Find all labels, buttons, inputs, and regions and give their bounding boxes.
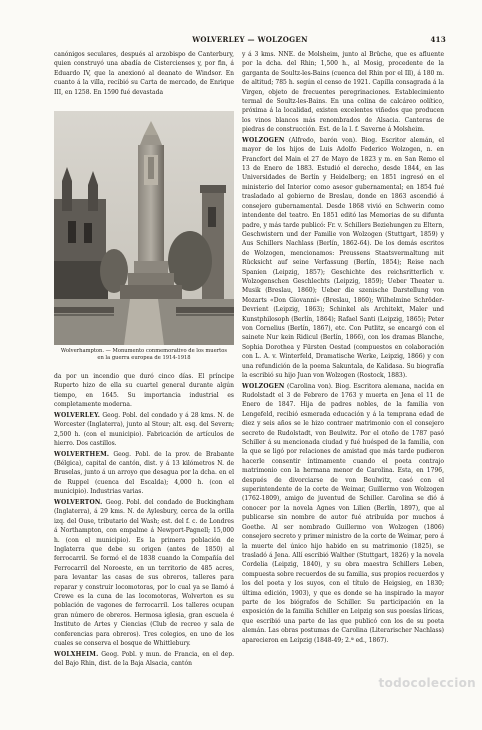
war-memorial-photo [54,111,234,345]
figure-war-memorial [54,111,234,369]
continued-text-after-figure: da por un incendio que duró cinco días. El príncipe Ruperto hizo de ella su cuartel general durante algún tiempo, en 1645. Su importancia industrial es completamente moderna. [54,373,234,409]
entry-body: (Carolina von). Biog. Escritora alemana, nacida en Rudolstadt el 3 de Febrero de 1763 y muerta en Jena el 11 de Enero de 1847. Hija de padres nobles, de la familia von Lengefeld, recibió esmerada educación y á la temprana edad de diez y seis años se le hizo contraer matrimonio con el consejero secreto de Rudolstadt, von Beulwitz. Por el otoño de 1787 pasó Schiller á su mencionada ciudad y fué huésped de la familia, con la que se ligó por relaciones de amistad que más tarde pudieron hacerle consentir íntimamente cuando el poeta contrajo matrimonio con la hermana menor de Carolina. Esta, en 1796, después de divorciarse de von Beulwitz, casó con el superintendente de la corte de Weimar, Guillermo von Wolzogen (1762-1809), amigo de juventud de Schiller. Carolina se dió á conocer por la novela Agnes von Lilien (Berlín, 1897), que al publicarse sin nombre de autor fué atribuída por muchos á Goethe. Al ser nombrado Guillermo von Wolzogen (1806) consejero secreto y primer ministro de la corte de Weimar, pero á la muerte del único hijo habido en su matrimonio (1825), se trasladó á Jena. Allí escribió Walther (Stuttgart, 1826) y la novela Cordelia (Leipzig, 1840), y su obra maestra Schillers Leben, compuesta sobre recuerdos de su familia, sus propios recuerdos y los del poeta y los suyos, con el título de Heigsieg, en 1830; última edición, 1903), y que es donde se ha inspirado la mayor parte de los biógrafos de Schiller. Su participación en la exposición de la familia Schiller en Leipzig son sus poesías líricas, que escribió una parte de las que publicó con los de su poeta alemán. Las obras postumas de Carolina (Literarischer Nachlass) aparecieron en Leipzig (1848-49; 2.ª ed., 1867). [242,382,444,644]
running-head [54,35,446,47]
entry-body: y á 3 kms. NNE. de Molsheim, junto al Brüche, que es afluente por la dcha. del Rhin; 1,500 h., al Mosig, procedente de la garganta de Soultz-les-Bains (cuenca del Rhin por el Ill), á 180 m. de altitud; 785 h. según el censo de 1921. Capilla consagrada á la Virgen, objeto de frecuentes peregrinaciones. Establecimiento termal de Soultz-les-Bains. En una colina de calcáreo oolítico, próxima á la localidad, existen excelentes viñedos que producen los vinos blancos más renombrados de Alsacia. Canteras de piedras de construcción. Est. de la l. f. Saverne á Molsheim. [242,51,444,134]
figure-caption: Wolverhampton. — Monumento conmemorativo de los muertos en la guerra europea de 1914-1918 [60,348,228,361]
ground [54,299,234,345]
entry-headword: WOLZOGEN [242,136,285,144]
watermark: todocoleccion [378,676,476,690]
entry-wolxheim [54,650,234,669]
entry-body: Geog. Pobl. y mun. de Francia, en el dep. del Bajo Rhin, dist. de la Baja Alsacia, cantón [54,650,234,667]
entry-wolverton [54,498,234,649]
entry-headword: WOLZOGEN [242,382,285,390]
right-column [242,50,444,670]
entry-wolverley [54,411,234,449]
running-head-headwords: WOLVERLEY — WOLZOGEN [192,35,308,44]
entry-headword: WOLVERTON. [54,498,103,506]
entry-headword: WOLXHEIM. [54,650,99,658]
continued-text: canónigos seculares, después al arzobispo de Canterbury, quien construyó una abadía de Cistercienses y, por fin, á Eduardo IV, que la anexionó al deanato de Windsor. En cuanto á la villa, recibió su Carta de mercado, de Enrique III, en 1258. En 1590 fué devastada [54,51,234,96]
entry-wolzogen-alfredo [242,136,444,381]
entry-headword: WOLVERTHEM. [54,450,110,458]
left-column [54,50,234,667]
entry-body: Geog. Pobl. de la prov. de Brabante (Bélgica), capital de cantón, dist. y á 13 kilómetros N. de Bruselas, junto á un arroyo que desagua por la dcha. en el de Ruppel (cuenca del Escalda); 4,000 h. (con el municipio). Industrias varias. [54,450,234,496]
entry-headword: WOLVERLEY. [54,411,101,419]
entry-wolverthem [54,450,234,497]
continued-entry-wolxheim [242,50,444,135]
entry-wolzogen-carolina [242,382,444,645]
page-number: 413 [430,35,446,44]
entry-body: Geog. Pobl. del condado de Buckingham (Inglaterra), á 29 kms. N. de Aylesbury, cerca de la orilla izq. del Ouse, tributario del Wash; est. del f. c. de Londres á Northampton, con empalme á Newport-Pagnell; 15,000 h. (con el municipio). Es la primera población de Inglaterra que debe su origen (antes de 1850) al ferrocarril. Se formó el de 1838 cuando la Compañía del Ferrocarril del Noroeste, en un territorio de 485 acres, para levantar las casas de sus obreros, talleres para reparar y construir locomotoras, por lo cual ya se llamó á Crewe es la cuna de las locomotoras, Wolverton es su población de vagones de ferrocarril. Los talleres ocupan gran número de obreros. Hermosa iglesia, gran escuela é Instituto de Artes y Ciencias (Club de recreo y sala de conferencias para obreros). Tres colegios, en uno de los cuales se conserva el bosque de Whittlebury. [54,498,234,647]
entry-body: (Alfredo, barón von). Biog. Escritor alemán, el mayor de los hijos de Luis Adolfo Federico Wolzogen, n. en Francfort del Main el 27 de Mayo de 1823 y m. en San Remo el 13 de Enero de 1883. Estudió el derecho, desde 1844, en las Universidades de Berlín y Heidelberg; en 1851 ingresó en el ministerio del Interior como asesor gubernamental; en 1854 fué trasladado al gobierno de Breslau, donde en 1863 ascendió á consejero gubernamental. Desde 1868 vivió en Schwerin como intendente del teatro. En 1851 editó las Memorias de su difunta padre, y más tarde publicó: Fr. v. Schillers Beziehungen zu Eltern, Geschwistern und der Familie von Wolzogen (Stuttgart, 1859) y Aus Schillers Nachlass (Berlín, 1862-64). De los demás escritos de Wolzogen, mencionamos: Preussens Staatsvermaltung mit Rücksicht auf seine Verfassung (Berlín, 1854); Reise nach Spanien (Leipzig, 1857); Geschichte des reichsritterlich v. Wolzogenschen Geschlechts (Leipzig, 1859); Ueber Theater u. Musik (Breslau, 1860); Ueber die szenische Darstellung von Mozarts «Don Giovanni» (Breslau, 1860); Wilhelmine Schröder-Devrient (Leipzig, 1863); Schinkel als Architekt, Maler und Kunstphilosoph (Berlín, 1864); Rafael Santi (Leipzig, 1865); Peter von Cornelius (Berlín, 1867), etc. Con Putlitz, se encargó con el sainete Nur kein Ridicul (Berlín, 1866), con los dramas Blanche, Sophia Dorothea y Fürsten Oestad (compuestos en colaboración con L. A. v. Winterfeld, Dramatische Werke, Leipzig, 1866) y con una refundición de la poema Sakuntala, de Kalidasa. Su biografía la escribió su hijo Juan von Wolzogen (Rostock, 1883). [242,136,444,379]
entry-body: Geog. Pobl. del condado y á 28 kms. N. de Worcester (Inglaterra), junto al Stour; alt. esq. del Severn; 2,500 h. (con el municipio). Fabricación de artículos de hierro. Dos castillos. [54,411,234,448]
